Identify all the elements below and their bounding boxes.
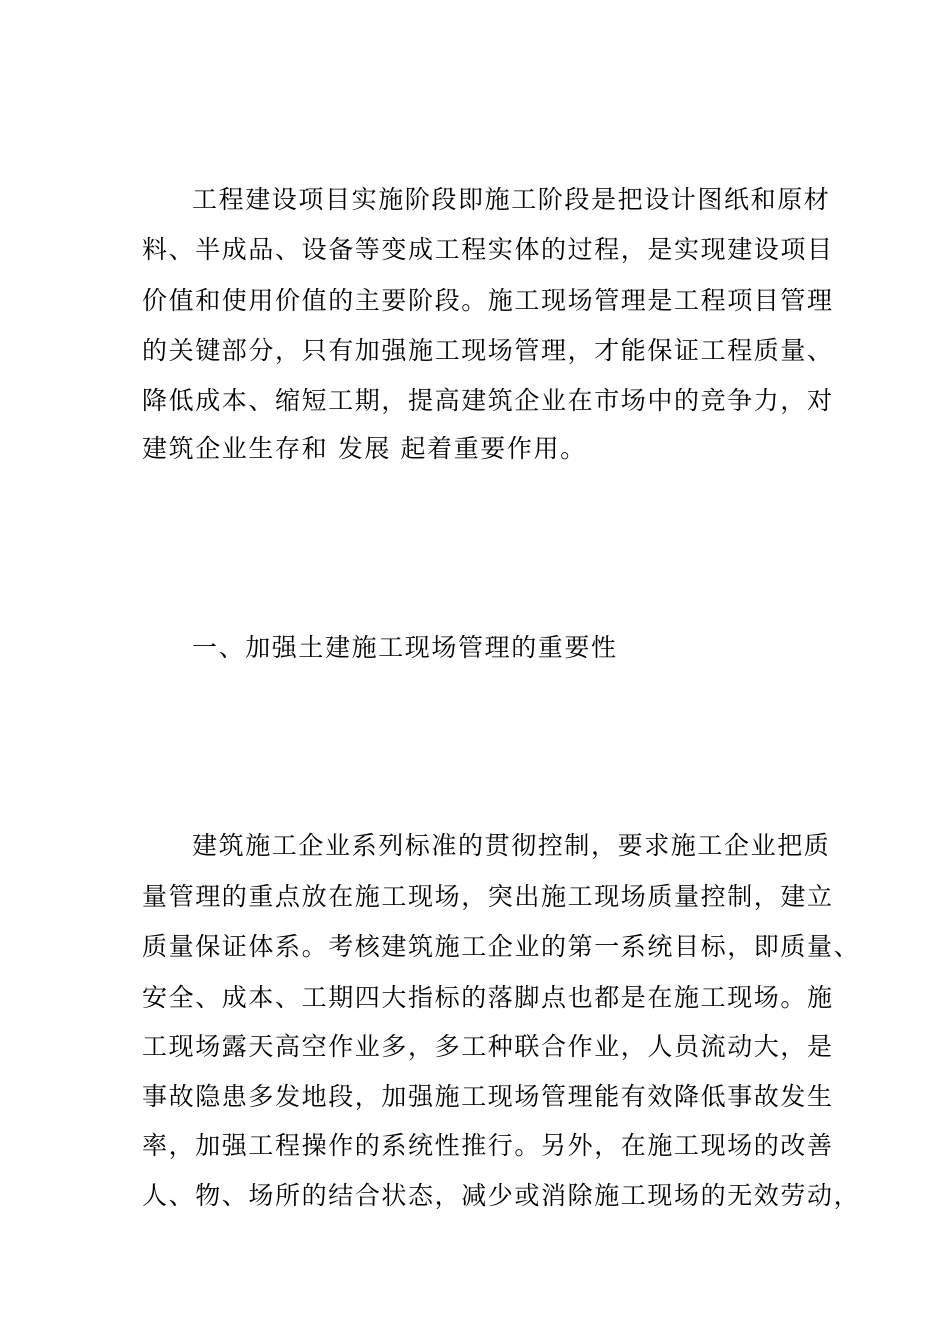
paragraph-1-line: 料、半成品、设备等变成工程实体的过程，是实现建设项目: [142, 235, 834, 264]
paragraph-2-line: 人、物、场所的结合状态，减少或消除施工现场的无效劳动，: [142, 1181, 861, 1210]
paragraph-2-line: 建筑施工企业系列标准的贯彻控制，要求施工企业把质: [192, 831, 831, 860]
paragraph-2-line: 事故隐患多发地段，加强施工现场管理能有效降低事故发生: [142, 1082, 834, 1111]
paragraph-1-line: 的关键部分，只有加强施工现场管理，才能保证工程质量、: [142, 336, 834, 365]
paragraph-1-line: 价值和使用价值的主要阶段。施工现场管理是工程项目管理: [142, 286, 834, 315]
paragraph-2-line: 率，加强工程操作的系统性推行。另外，在施工现场的改善: [142, 1131, 834, 1160]
paragraph-2-line: 质量保证体系。考核建筑施工企业的第一系统目标，即质量、: [142, 932, 861, 961]
paragraph-2-line: 量管理的重点放在施工现场，突出施工现场质量控制，建立: [142, 882, 834, 911]
paragraph-2-line: 工现场露天高空作业多，多工种联合作业，人员流动大，是: [142, 1032, 834, 1061]
paragraph-1-line: 降低成本、缩短工期，提高建筑企业在市场中的竞争力，对: [142, 386, 834, 415]
paragraph-1-line: 建筑企业生存和 发展 起着重要作用。: [142, 434, 587, 463]
paragraph-1-line: 工程建设项目实施阶段即施工阶段是把设计图纸和原材: [192, 185, 831, 214]
paragraph-2-line: 安全、成本、工期四大指标的落脚点也都是在施工现场。施: [142, 983, 834, 1012]
section-heading: 一、加强土建施工现场管理的重要性: [192, 633, 618, 662]
